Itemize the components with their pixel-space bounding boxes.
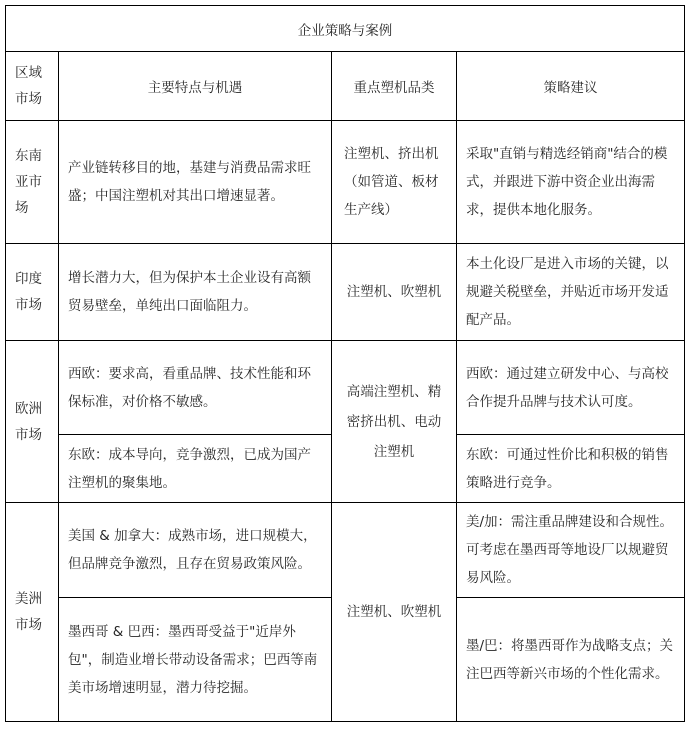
region-cell: 欧洲市场 (6, 341, 59, 503)
features-cell: 西欧：要求高，看重品牌、技术性能和环保标准，对价格不敏感。 (59, 341, 332, 435)
title-row (6, 6, 685, 52)
strategy-cell: 采取"直销与精选经销商"结合的模式，并跟进下游中资企业出海需求，提供本地化服务。 (457, 121, 685, 244)
table-row (6, 244, 685, 341)
strategy-cell: 墨/巴：将墨西哥作为战略支点；关注巴西等新兴市场的个性化需求。 (457, 598, 685, 722)
header-features: 主要特点与机遇 (59, 52, 332, 121)
table-row (6, 503, 685, 598)
features-cell: 产业链转移目的地，基建与消费品需求旺盛；中国注塑机对其出口增速显著。 (59, 121, 332, 244)
table-row (6, 121, 685, 244)
header-products: 重点塑机品类 (332, 52, 457, 121)
features-cell: 增长潜力大，但为保护本土企业设有高额贸易壁垒，单纯出口面临阻力。 (59, 244, 332, 341)
region-cell: 印度市场 (6, 244, 59, 341)
strategy-cell: 东欧：可通过性价比和积极的销售策略进行竞争。 (457, 435, 685, 503)
products-cell: 注塑机、吹塑机 (332, 503, 457, 722)
strategy-cell: 美/加：需注重品牌建设和合规性。可考虑在墨西哥等地设厂以规避贸易风险。 (457, 503, 685, 598)
strategy-cell: 西欧：通过建立研发中心、与高校合作提升品牌与技术认可度。 (457, 341, 685, 435)
strategy-table (5, 5, 685, 722)
table-title: 企业策略与案例 (6, 6, 685, 52)
products-cell: 高端注塑机、精密挤出机、电动注塑机 (332, 341, 457, 503)
table-row (6, 341, 685, 435)
products-cell: 注塑机、吹塑机 (332, 244, 457, 341)
strategy-cell: 本土化设厂是进入市场的关键，以规避关税壁垒，并贴近市场开发适配产品。 (457, 244, 685, 341)
region-cell: 东南亚市场 (6, 121, 59, 244)
region-cell: 美洲市场 (6, 503, 59, 722)
features-cell: 墨西哥 & 巴西：墨西哥受益于"近岸外包"，制造业增长带动设备需求；巴西等南美市场增速明显，潜力待挖掘。 (59, 598, 332, 722)
header-strategy: 策略建议 (457, 52, 685, 121)
features-cell: 美国 & 加拿大：成熟市场，进口规模大，但品牌竞争激烈，且存在贸易政策风险。 (59, 503, 332, 598)
products-cell: 注塑机、挤出机（如管道、板材生产线） (332, 121, 457, 244)
features-cell: 东欧：成本导向，竞争激烈，已成为国产注塑机的聚集地。 (59, 435, 332, 503)
header-row (6, 52, 685, 121)
header-region: 区域市场 (6, 52, 59, 121)
